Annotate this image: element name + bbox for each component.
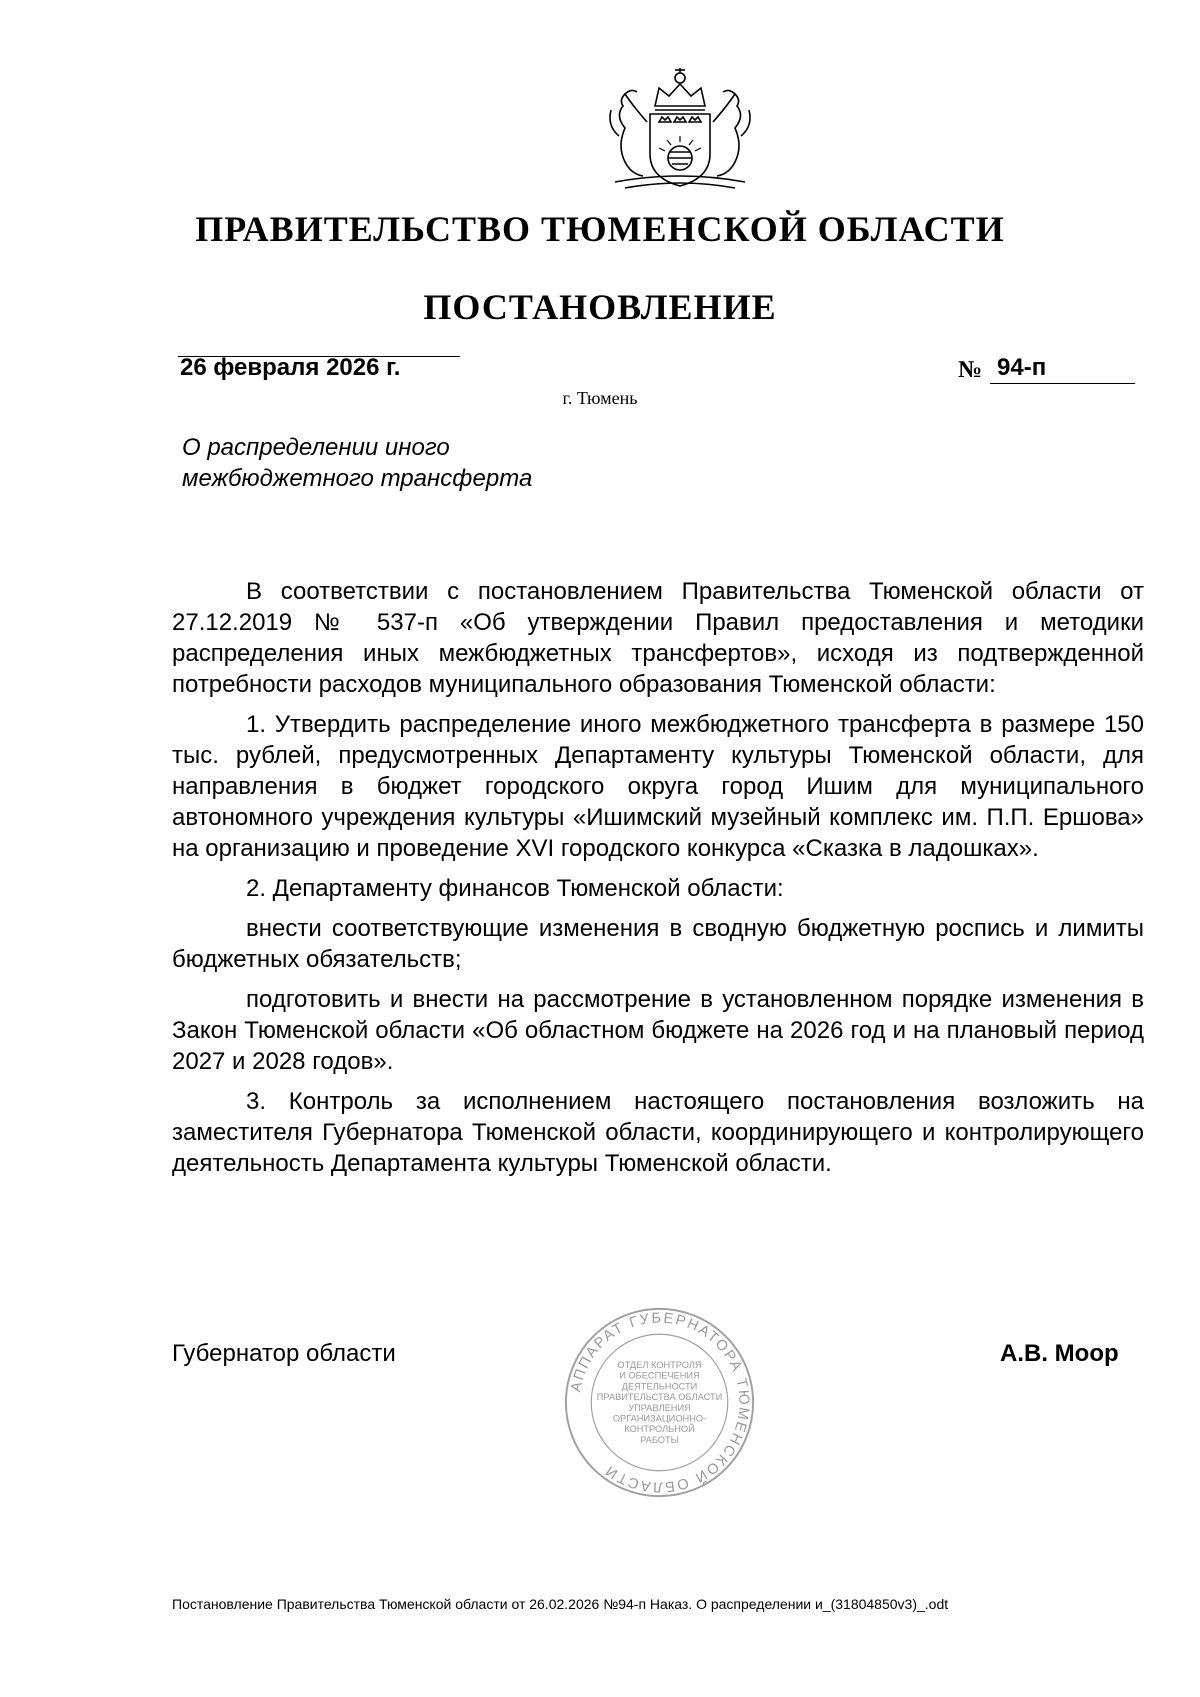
signer-name: А.В. Моор <box>1000 1340 1119 1367</box>
document-body <box>172 576 1144 1188</box>
government-title: ПРАВИТЕЛЬСТВО ТЮМЕНСКОЙ ОБЛАСТИ <box>195 209 1005 249</box>
body-paragraph: 1. Утвердить распределение иного межбюджетного трансферта в размере 150 тыс. рублей, предусмотренных Департаменту культуры Тюменской области, для направления в бюджет городского округа город Ишим для муниципального автономного учреждения культуры «Ишимский музейный комплекс им. П.П. Ершова» на организацию и проведение XVI городского конкурса «Сказка в ладошках». <box>172 711 1144 862</box>
svg-text:АППАРАТ ГУБЕРНАТОРА ТЮМЕНСКОЙ: АППАРАТ ГУБЕРНАТОРА ТЮМЕНСКОЙ ОБЛАСТИ <box>568 1310 752 1495</box>
body-paragraph: 2. Департаменту финансов Тюменской области: <box>246 875 784 902</box>
stamp-line: РАБОТЫ <box>640 1434 679 1445</box>
body-paragraph: В соответствии с постановлением Правительства Тюменской области от 27.12.2019 № 537-п «Об утверждении Правил предоставления и методики распределения иных межбюджетных трансфертов», исходя из подтвержденной потребности расходов муниципального образования Тюменской области: <box>172 578 1144 698</box>
stamp-line: ПРАВИТЕЛЬСТВА ОБЛАСТИ <box>596 1392 723 1403</box>
body-paragraph: подготовить и внести на рассмотрение в установленном порядке изменения в Закон Тюменской области «Об областном бюджете на 2026 год и на плановый период 2027 и 2028 годов». <box>172 986 1144 1075</box>
number-sign: № <box>958 357 983 383</box>
document-type: ПОСТАНОВЛЕНИЕ <box>423 287 777 327</box>
number-underline <box>990 383 1135 384</box>
body-paragraph: 3. Контроль за исполнением настоящего постановления возложить на заместителя Губернатора Тюменской области, координирующего и контролирующего деятельность Департамента культуры Тюменской области. <box>172 1088 1144 1177</box>
stamp-line: И ОБЕСПЕЧЕНИЯ <box>619 1370 700 1381</box>
coat-of-arms-icon <box>595 66 765 196</box>
date-underline <box>178 356 460 357</box>
subject-line-1: О распределении иного <box>182 434 450 461</box>
document-footer: Постановление Правительства Тюменской области от 26.02.2026 №94-п Наказ. О распределении и_(31804850v3)_.odt <box>172 1596 949 1612</box>
document-number: 94-п <box>997 354 1047 381</box>
document-subject <box>182 432 532 494</box>
document-date: 26 февраля 2026 г. <box>180 354 401 381</box>
stamp-line: ОРГАНИЗАЦИОННО- <box>612 1413 707 1424</box>
official-stamp <box>562 1305 757 1500</box>
stamp-line: КОНТРОЛЬНОЙ <box>624 1424 695 1435</box>
stamp-line: ОТДЕЛ КОНТРОЛЯ <box>617 1359 702 1370</box>
body-paragraph: внести соответствующие изменения в сводную бюджетную роспись и лимиты бюджетных обязательств; <box>172 915 1144 973</box>
city: г. Тюмень <box>562 388 638 408</box>
stamp-line: УПРАВЛЕНИЯ <box>628 1402 691 1413</box>
signer-position: Губернатор области <box>172 1340 396 1367</box>
stamp-line: ДЕЯТЕЛЬНОСТИ <box>621 1381 698 1392</box>
subject-line-2: межбюджетного трансферта <box>182 465 533 492</box>
